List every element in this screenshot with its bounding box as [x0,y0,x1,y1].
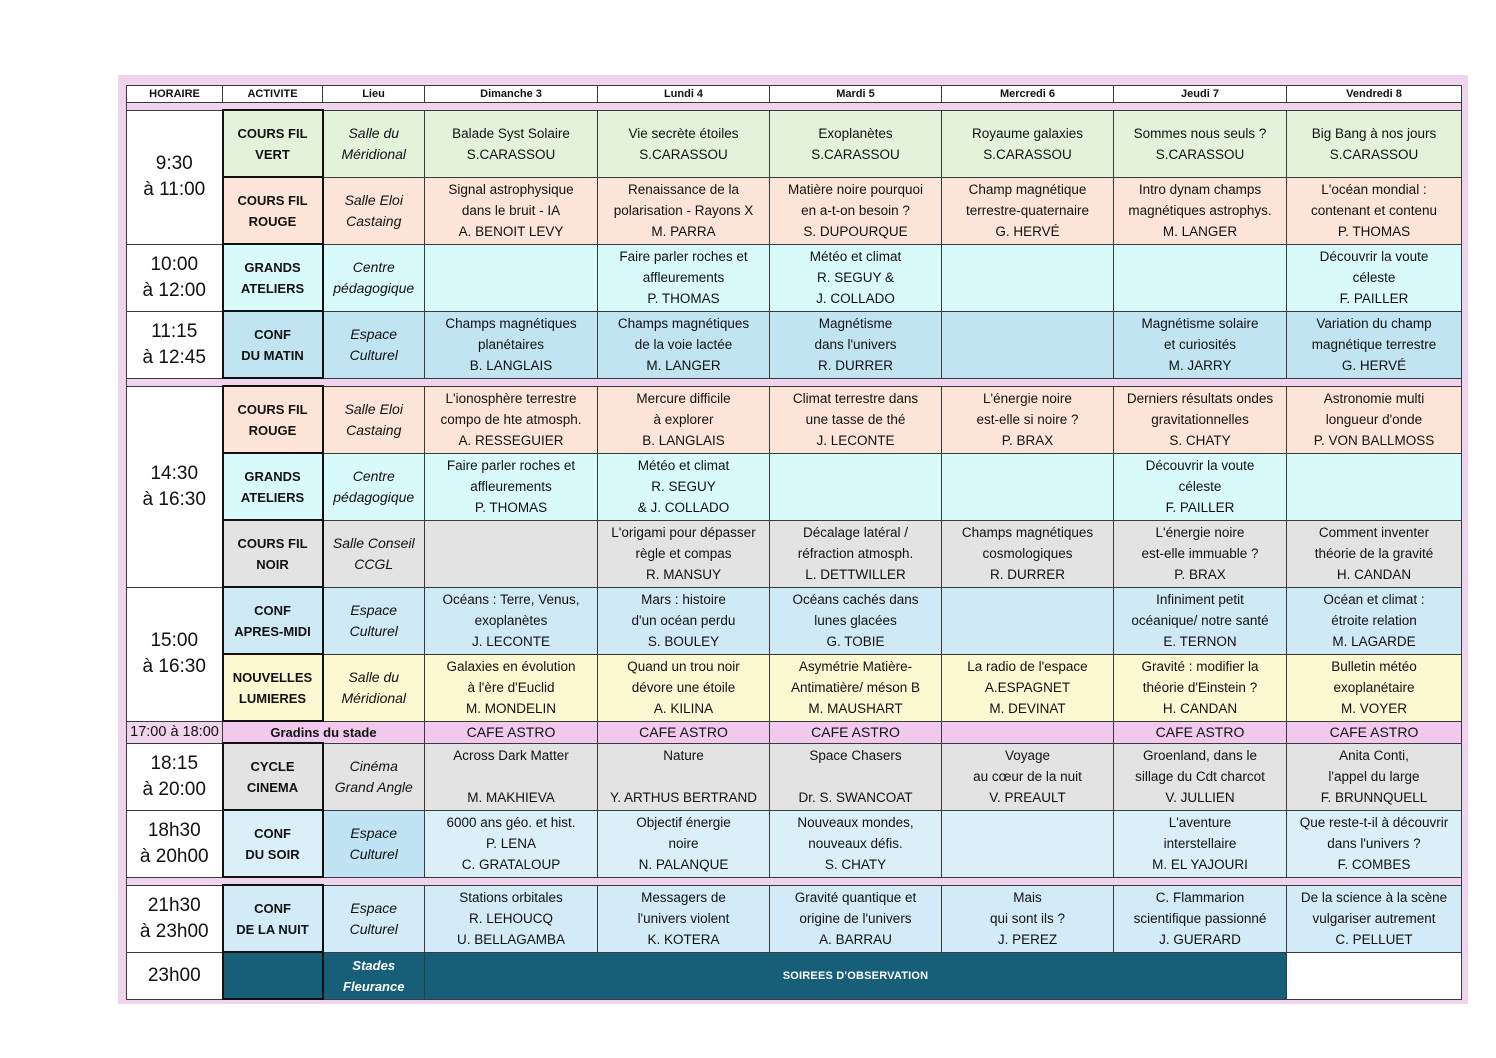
event-cell: Vie secrète étoiles S.CARASSOU [598,110,770,177]
header-day: Jeudi 7 [1114,86,1287,103]
event-cell: Bulletin météo exoplanétaire M. VOYER [1287,654,1462,721]
event-cell: Anita Conti, l'appel du large F. BRUNNQUELL [1287,743,1462,810]
location-cell: Centre pédagogique [323,453,425,520]
event-cell: Asymétrie Matière- Antimatière/ méson B M. MAUSHART [770,654,942,721]
event-cell: 6000 ans géo. et hist. P. LENA C. GRATALOUP [425,810,598,877]
event-cell: La radio de l'espace A.ESPAGNET M. DEVINAT [942,654,1114,721]
schedule-row [127,520,1462,587]
event-cell: Découvrir la voute céleste F. PAILLER [1287,244,1462,311]
row-separator [127,103,1462,111]
event-cell: Groenland, dans le sillage du Cdt charcot V. JULLIEN [1114,743,1287,810]
time-cell: 17:00 à 18:00 [127,721,223,743]
event-cell: Météo et climat R. SEGUY & J. COLLADO [770,244,942,311]
event-cell: Faire parler roches et affleurements P. THOMAS [598,244,770,311]
event-cell: Balade Syst Solaire S.CARASSOU [425,110,598,177]
header-day: Vendredi 8 [1287,86,1462,103]
event-cell: Nature Y. ARTHUS BERTRAND [598,743,770,810]
header-day: Mardi 5 [770,86,942,103]
location-cell: Salle Eloi Castaing [323,177,425,244]
event-cell: CAFE ASTRO [598,721,770,743]
row-separator [127,378,1462,386]
schedule-row [127,386,1462,453]
event-cell: Astronomie multi longueur d'onde P. VON BALLMOSS [1287,386,1462,453]
time-cell: 21h30 à 23h00 [127,885,223,952]
event-cell: CAFE ASTRO [1287,721,1462,743]
location-cell: Espace Culturel [323,311,425,378]
event-cell: Objectif énergie noire N. PALANQUE [598,810,770,877]
event-cell: CAFE ASTRO [425,721,598,743]
event-cell: Champs magnétiques cosmologiques R. DURRER [942,520,1114,587]
event-cell: Space Chasers Dr. S. SWANCOAT [770,743,942,810]
event-cell: CAFE ASTRO [770,721,942,743]
time-cell: 18:15 à 20:00 [127,743,223,810]
event-cell: Galaxies en évolution à l'ère d'Euclid M. MONDELIN [425,654,598,721]
event-cell: Sommes nous seuls ? S.CARASSOU [1114,110,1287,177]
event-cell: Découvrir la voute céleste F. PAILLER [1114,453,1287,520]
event-cell: Climat terrestre dans une tasse de thé J. LECONTE [770,386,942,453]
event-cell: Océan et climat : étroite relation M. LAGARDE [1287,587,1462,654]
location-cell: Espace Culturel [323,587,425,654]
time-cell: 9:30 à 11:00 [127,110,223,244]
event-cell: L'énergie noire est-elle si noire ? P. BRAX [942,386,1114,453]
header-lieu: Lieu [323,86,425,103]
schedule-row [127,587,1462,654]
header-day: Dimanche 3 [425,86,598,103]
event-cell: Messagers de l'univers violent K. KOTERA [598,885,770,952]
activity-cell: NOUVELLES LUMIERES [223,654,323,721]
activity-cell: COURS FIL ROUGE [223,177,323,244]
header-horaire: HORAIRE [127,86,223,103]
observation-banner: SOIREES D'OBSERVATION [425,952,1287,999]
time-cell: 23h00 [127,952,223,999]
event-cell-empty [425,244,598,311]
event-cell: Royaume galaxies S.CARASSOU [942,110,1114,177]
activity-cell: CONF APRES-MIDI [223,587,323,654]
location-cell: Gradins du stade [223,721,425,743]
activity-cell: CONF DU SOIR [223,810,323,877]
activity-cell: COURS FIL NOIR [223,520,323,587]
event-cell: Comment inventer théorie de la gravité H. CANDAN [1287,520,1462,587]
schedule-row [127,743,1462,810]
header-day: Mercredi 6 [942,86,1114,103]
row-separator [127,877,1462,885]
schedule-row [127,177,1462,244]
event-cell-empty [1287,952,1462,999]
event-cell: L'ionosphère terrestre compo de hte atmosph. A. RESSEGUIER [425,386,598,453]
event-cell: Magnétisme solaire et curiosités M. JARRY [1114,311,1287,378]
event-cell: Stations orbitales R. LEHOUCQ U. BELLAGAMBA [425,885,598,952]
event-cell: Gravité : modifier la théorie d'Einstein ? H. CANDAN [1114,654,1287,721]
event-cell: Que reste-t-il à découvrir dans l'univers ? F. COMBES [1287,810,1462,877]
location-cell: Salle du Méridional [323,654,425,721]
activity-cell: COURS FIL VERT [223,110,323,177]
event-cell: Mais qui sont ils ? J. PEREZ [942,885,1114,952]
activity-cell-empty [223,952,323,999]
time-cell: 11:15 à 12:45 [127,311,223,378]
schedule-row [127,244,1462,311]
event-cell: Gravité quantique et origine de l'univers A. BARRAU [770,885,942,952]
event-cell: L'océan mondial : contenant et contenu P. THOMAS [1287,177,1462,244]
schedule-row [127,311,1462,378]
location-cell: Espace Culturel [323,810,425,877]
event-cell: Derniers résultats ondes gravitationnelles S. CHATY [1114,386,1287,453]
schedule-row [127,810,1462,877]
event-cell: CAFE ASTRO [1114,721,1287,743]
event-cell: Signal astrophysique dans le bruit - IA A. BENOIT LEVY [425,177,598,244]
header-activite: ACTIVITE [223,86,323,103]
event-cell: Nouveaux mondes, nouveaux défis. S. CHATY [770,810,942,877]
event-cell-empty [942,244,1114,311]
activity-cell: COURS FIL ROUGE [223,386,323,453]
event-cell: Météo et climat R. SEGUY & J. COLLADO [598,453,770,520]
event-cell-empty [942,453,1114,520]
location-cell: Salle Eloi Castaing [323,386,425,453]
event-cell-empty [942,587,1114,654]
event-cell: Champs magnétiques de la voie lactée M. LANGER [598,311,770,378]
event-cell: Exoplanètes S.CARASSOU [770,110,942,177]
event-cell: Across Dark Matter M. MAKHIEVA [425,743,598,810]
schedule-row [127,110,1462,177]
location-cell: Stades Fleurance [323,952,425,999]
event-cell: Océans cachés dans lunes glacées G. TOBIE [770,587,942,654]
activity-cell: CYCLE CINEMA [223,743,323,810]
schedule-row [127,721,1462,743]
event-cell: Infiniment petit océanique/ notre santé E. TERNON [1114,587,1287,654]
event-cell-empty [942,721,1114,743]
time-cell: 10:00 à 12:00 [127,244,223,311]
event-cell: Mercure difficile à explorer B. LANGLAIS [598,386,770,453]
schedule-table [126,85,1462,1000]
event-cell: Champs magnétiques planétaires B. LANGLAIS [425,311,598,378]
event-cell: Mars : histoire d'un océan perdu S. BOULEY [598,587,770,654]
location-cell: Centre pédagogique [323,244,425,311]
event-cell: L'énergie noire est-elle immuable ? P. BRAX [1114,520,1287,587]
event-cell: Quand un trou noir dévore une étoile A. KILINA [598,654,770,721]
activity-cell: CONF DE LA NUIT [223,885,323,952]
event-cell: C. Flammarion scientifique passionné J. GUERARD [1114,885,1287,952]
event-cell: Renaissance de la polarisation - Rayons X M. PARRA [598,177,770,244]
time-cell: 15:00 à 16:30 [127,587,223,721]
location-cell: Cinéma Grand Angle [323,743,425,810]
header-row [127,86,1462,103]
event-cell: Océans : Terre, Venus, exoplanètes J. LECONTE [425,587,598,654]
schedule-row [127,952,1462,999]
location-cell: Espace Culturel [323,885,425,952]
time-cell: 18h30 à 20h00 [127,810,223,877]
event-cell: L'aventure interstellaire M. EL YAJOURI [1114,810,1287,877]
schedule-row [127,654,1462,721]
event-cell-empty [1114,244,1287,311]
schedule-row [127,453,1462,520]
schedule-row [127,885,1462,952]
activity-cell: CONF DU MATIN [223,311,323,378]
time-cell: 14:30 à 16:30 [127,386,223,587]
event-cell-empty [425,520,598,587]
event-cell: Champ magnétique terrestre-quaternaire G. HERVÉ [942,177,1114,244]
event-cell: Décalage latéral / réfraction atmosph. L. DETTWILLER [770,520,942,587]
event-cell: Voyage au cœur de la nuit V. PREAULT [942,743,1114,810]
event-cell: De la science à la scène vulgariser autrement C. PELLUET [1287,885,1462,952]
event-cell-empty [770,453,942,520]
event-cell: Big Bang à nos jours S.CARASSOU [1287,110,1462,177]
location-cell: Salle du Méridional [323,110,425,177]
event-cell-empty [942,810,1114,877]
event-cell: Faire parler roches et affleurements P. THOMAS [425,453,598,520]
event-cell: Matière noire pourquoi en a-t-on besoin ? S. DUPOURQUE [770,177,942,244]
event-cell: L'origami pour dépasser règle et compas R. MANSUY [598,520,770,587]
header-day: Lundi 4 [598,86,770,103]
location-cell: Salle Conseil CCGL [323,520,425,587]
event-cell: Magnétisme dans l'univers R. DURRER [770,311,942,378]
activity-cell: GRANDS ATELIERS [223,453,323,520]
event-cell: Variation du champ magnétique terrestre G. HERVÉ [1287,311,1462,378]
event-cell: Intro dynam champs magnétiques astrophys. M. LANGER [1114,177,1287,244]
event-cell-empty [1287,453,1462,520]
activity-cell: GRANDS ATELIERS [223,244,323,311]
event-cell-empty [942,311,1114,378]
